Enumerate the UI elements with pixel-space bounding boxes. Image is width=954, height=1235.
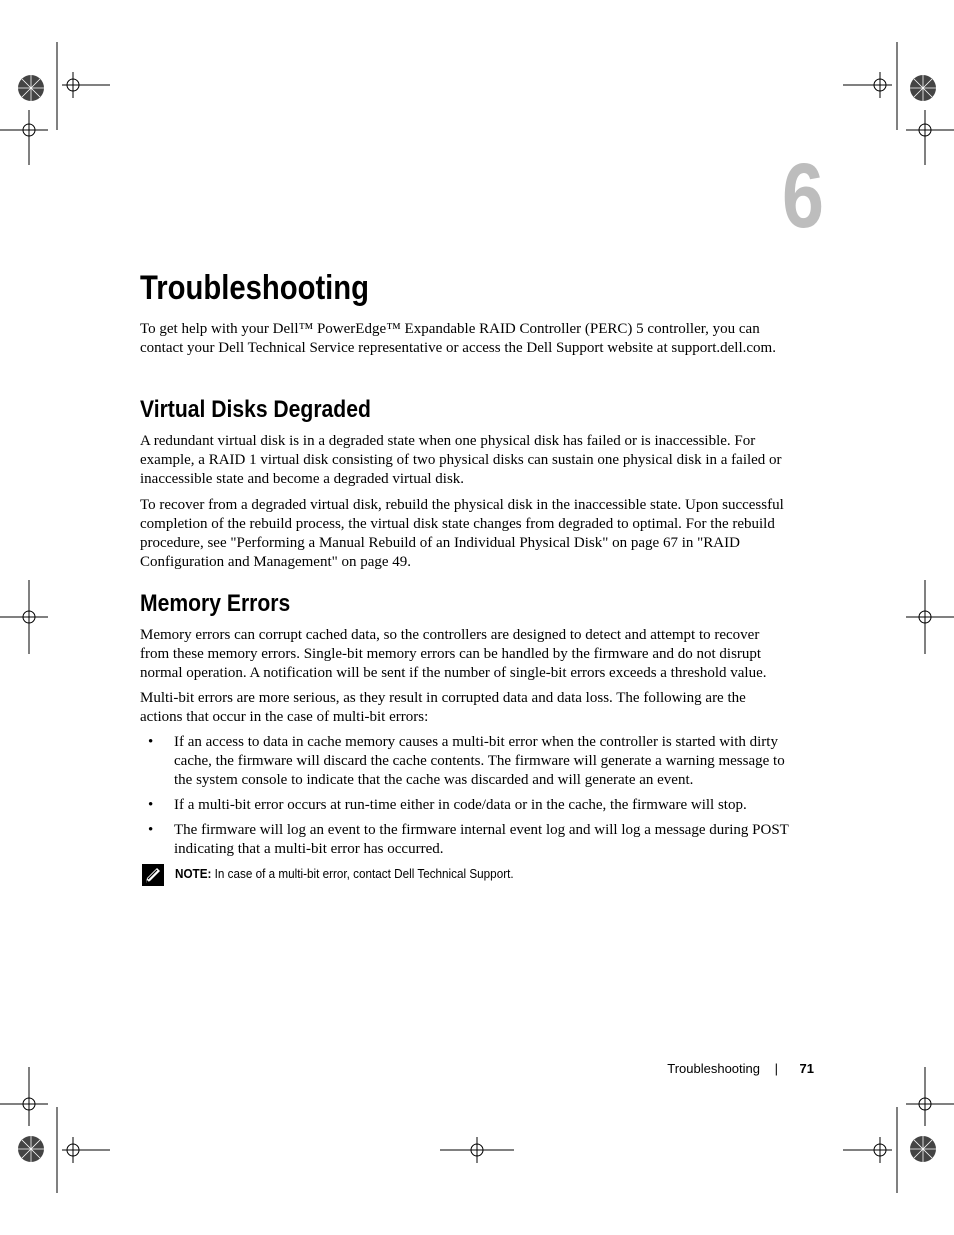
virtual-disks-paragraph-2: To recover from a degraded virtual disk, rebuild the physical disk in the inaccessible state. Upon successful completion of the rebuild process, the virtual disk state changes from degraded to optimal. For the rebuild procedure, see "Performing a Manual Rebuild of an Individual Physical Disk" on page 67 in "RAID Configuration and Management" on page 49. <box>140 497 784 570</box>
memory-errors-paragraph-1: Memory errors can corrupt cached data, so the controllers are designed to detect and attempt to recover from these memory errors. Single-bit memory errors can be handled by the firmware and do not disrupt normal operation. A notification will be sent if the number of single-bit errors exceeds a threshold value. <box>140 627 767 681</box>
list-item <box>140 821 790 859</box>
list-item <box>140 733 790 790</box>
section-heading-virtual-disks-degraded: Virtual Disks Degraded <box>140 396 371 423</box>
bullet-glyph: • <box>148 822 154 838</box>
page-footer <box>640 1061 820 1081</box>
virtual-disks-paragraph-1: A redundant virtual disk is in a degraded state when one physical disk has failed or is inaccessible. For example, a RAID 1 virtual disk consisting of two physical disks can sustain one physical disk in a failed or inaccessible state and become a degraded virtual disk. <box>140 433 782 487</box>
intro-paragraph: To get help with your Dell™ PowerEdge™ Expandable RAID Controller (PERC) 5 controller, you can contact your Dell Technical Service representative or access the Dell Support website at support.dell.com. <box>140 321 776 356</box>
footer-chapter-title: Troubleshooting <box>667 1061 760 1076</box>
section-heading-memory-errors: Memory Errors <box>140 590 291 617</box>
bullet-glyph: • <box>148 734 154 750</box>
list-item-text: If a multi-bit error occurs at run-time either in code/data or in the cache, the firmware will stop. <box>174 797 747 813</box>
note-body: In case of a multi-bit error, contact Dell Technical Support. <box>214 866 514 881</box>
list-item <box>140 796 790 815</box>
note-text-line <box>175 866 514 881</box>
multi-bit-actions-list <box>140 733 790 865</box>
note-callout <box>142 862 802 888</box>
chapter-number: 6 <box>782 145 824 247</box>
list-item-text: If an access to data in cache memory causes a multi-bit error when the controller is started with dirty cache, the firmware will discard the cache contents. The firmware will generate a warning message to the system console to indicate that the cache was discarded and will generate an event. <box>174 734 785 788</box>
footer-separator: | <box>774 1061 778 1076</box>
pencil-note-icon <box>142 864 164 886</box>
bullet-glyph: • <box>148 797 154 813</box>
list-item-text: The firmware will log an event to the firmware internal event log and will log a message during POST indicating that a multi-bit error has occurred. <box>174 822 789 857</box>
page-number: 71 <box>799 1061 814 1076</box>
note-label: NOTE: <box>175 866 212 881</box>
page-title: Troubleshooting <box>140 269 370 307</box>
memory-errors-paragraph-2: Multi-bit errors are more serious, as they result in corrupted data and data loss. The following are the actions that occur in the case of multi-bit errors: <box>140 690 746 725</box>
